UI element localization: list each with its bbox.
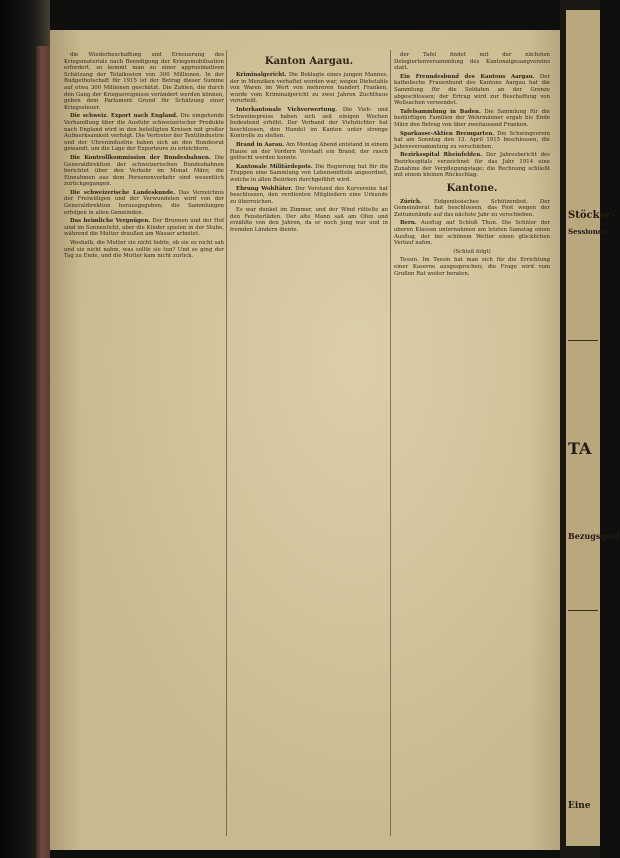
article-heading: Tafelsammlung in Baden. xyxy=(400,108,481,115)
adjacent-ad-rule xyxy=(568,340,598,341)
article-heading: Sparkasse-Aktien Bremgarten. xyxy=(400,130,495,137)
article-text: Ehrung Wohltäter. Der Vorstand des Kurvereins hat beschlossen, den verdienten Mitgliedern eine Urkunde zu überreichen. xyxy=(230,185,389,205)
column-3 xyxy=(394,52,550,836)
article-text: Die Kontrollkommission der Bundesbahnen. Die Generaldirektion der schweizerischen Bundesbahnen berichtet über den Verkehr im Monat März; die Einnahmen aus dem Personenverkehr sind wesentlich zurückgegangen. xyxy=(64,154,224,188)
article-text: Weshalb, die Mutter sie nicht liebte, ob sie es nicht sah und sie nicht nahm, was sollte sie tun? Und so ging der Tag zu Ende, und die Mutter kam nicht zurück. xyxy=(64,240,224,260)
article-text: Sparkasse-Aktien Bremgarten. Die Schwingverein hat am Sonntag den 13. April 1915 beschlossen, die Jahresversammlung zu verschieben. xyxy=(394,130,550,150)
article-text: Es war dunkel im Zimmer, und der Wind rüttelte an den Fensterläden. Der alte Mann saß am Ofen und erzählte von den Jahren, da er noch jung war und in fremden Ländern diente. xyxy=(230,207,388,234)
column-2 xyxy=(230,52,388,836)
adjacent-ad-text: Eine xyxy=(568,801,591,811)
adjacent-ad-text: Stöcker- xyxy=(568,210,616,221)
column-rule xyxy=(226,50,227,836)
article-text: Bezirksspital Rheinfelden. Der Jahresbericht des Bezirksspitals verzeichnet für das Jahr 1914 eine Zunahme der Verpflegungstage; die Rechnung schließt mit einem kleinen Rückschlag. xyxy=(394,152,550,179)
article-heading: Bezirksspital Rheinfelden. xyxy=(400,152,483,159)
adjacent-ad-text: TA xyxy=(568,439,592,458)
section-title: Kantone. xyxy=(446,182,498,194)
section-title: Kanton Aargau. xyxy=(264,56,354,67)
article-text: Kriminalgericht. Die Beklagte eines jungen Mannes, der in Menziken verhaftet worden war, wegen Diebstahls von Waren im Wert von mehreren hundert Franken, wurde vom Kriminalgericht zu zwei Jahren Zuchthaus verurteilt. xyxy=(230,72,389,105)
adjacent-page xyxy=(560,0,620,858)
adjacent-ad-text: Sessionen xyxy=(568,227,608,236)
article-heading: Interkantonale Viehverwertung. xyxy=(236,106,338,113)
article-text: die Wiederbeschaffung und Erneuerung des Kriegsmaterials nach Beendigung der Kriegsmobilisation erfordert, so kommt man zu einer approximativen Schätzung der Totalkosten von 300 Millionen. In der Budgetbotschaft für 1915 ist der Betrag dieser Summe auf etwa 300 Millionen geschätzt. Die Zahlen, die durch den Gang der Kriegsereignisse verändert werden können, geben dem Parlament Grund für Schätzung einer Kriegssteuer. xyxy=(64,52,224,111)
article-text: Die schweizerische Landeskunde. Das Verzeichnis der Freiwilligen und der Verwundeten wird von der Generaldirektion herausgegeben; die Sammlungen erfolgen in allen Gemeinden. xyxy=(64,189,224,216)
article-text: Tessin. Im Tessin hat man sich für die Errichtung einer Kaserne ausgesprochen; die Frage wird vom Großen Rat weiter beraten. xyxy=(394,257,550,277)
article-text: Interkantonale Viehverwertung. Die Vieh- und Schweinepreise haben sich seit einigen Wochen bedeutend erhöht. Der Verband der Viehzüchter hat beschlossen, den Handel im Kanton unter strenge Kontrolle zu stellen. xyxy=(230,106,388,140)
book-spine xyxy=(36,46,50,858)
adjacent-page-strip xyxy=(566,10,620,846)
article-heading: Kriminalgericht. xyxy=(236,72,287,78)
article-heading: Brand in Aarau. xyxy=(236,141,285,148)
article-heading: Die schweiz. Export nach England. xyxy=(70,113,178,120)
article-heading: Die Kontrollkommission der Bundesbahnen. xyxy=(70,154,211,161)
article-heading: Kantonale Militärdepots. xyxy=(236,163,313,170)
article-heading: Zürich. xyxy=(400,198,422,205)
article-text: Das heimliche Vergnügen. Der Brunnen und der Hof sind im Sonnenlicht, aber die Kinder spielen in der Stube, während die Mutter draußen am Wasser arbeitet. xyxy=(64,218,225,238)
article-text: Ein Freundesbund des Kantons Aargau. Der katholische Frauenbund des Kantons Aargau hat die Sammlung für die Soldaten an der Grenze abgeschlossen; der Ertrag wird zur Beschaffung von Wollsachen verwendet. xyxy=(394,73,550,107)
article-text: Bern. Ausflug auf Schloß Thun. Die Schüler der oberen Klassen unternahmen am letzten Samstag einen Ausflug, der bei schönem Wetter einen glücklichen Verlauf nahm. xyxy=(394,220,550,247)
article-text: Brand in Aarau. Am Montag Abend entstand in einem Hause an der Vordern Vorstadt ein Brand, der rasch gelöscht werden konnte. xyxy=(230,141,388,162)
adjacent-ad-rule xyxy=(568,610,598,611)
article-text: der Tafel findet mit der nächsten Delegiertenversammlung des Kantonalgesangvereins statt. xyxy=(394,52,550,72)
article-text: Kantonale Militärdepots. Die Regierung hat für die Truppen eine Sammlung von Lebensmitteln angeordnet, welche in allen Bezirken durchgeführt wird. xyxy=(230,163,389,183)
article-heading: Bern. xyxy=(400,220,417,227)
article-heading: Das heimliche Vergnügen. xyxy=(70,218,151,225)
newspaper-page xyxy=(50,30,560,850)
article-heading: Die schweizerische Landeskunde. xyxy=(70,189,176,196)
article-heading: Ein Freundesbund des Kantons Aargau. xyxy=(400,73,535,80)
article-text: Tafelsammlung in Baden. Die Sammlung für die bedürftigen Familien der Wehrmänner ergab bis Ende März den Betrag von über zweitausend Franken. xyxy=(394,108,550,128)
adjacent-ad-text: Bezugsquel xyxy=(568,531,620,541)
column-rule xyxy=(390,50,391,836)
article-text: Zürich. Eidgenössisches Schützenfest. Der Gemeinderat hat beschlossen, das Fest wegen der Zeitumstände auf das nächste Jahr zu verschieben. xyxy=(394,198,550,218)
article-heading: Ehrung Wohltäter. xyxy=(236,185,293,192)
article-text: Die schweiz. Export nach England. Die eingehende Verhandlung über die Ausfuhr schweizerischer Produkte nach England wird in den beteiligten Kreisen mit großer Aufmerksamkeit verfolgt. Die Vertreter der Textilindustrie und der Uhrenindustrie haben sich an den Bundesrat gewandt, um die Lage der Exporteure zu erleichtern. xyxy=(64,113,224,153)
column-1 xyxy=(64,52,224,836)
continuation-note: (Schluß folgt) xyxy=(453,248,491,255)
